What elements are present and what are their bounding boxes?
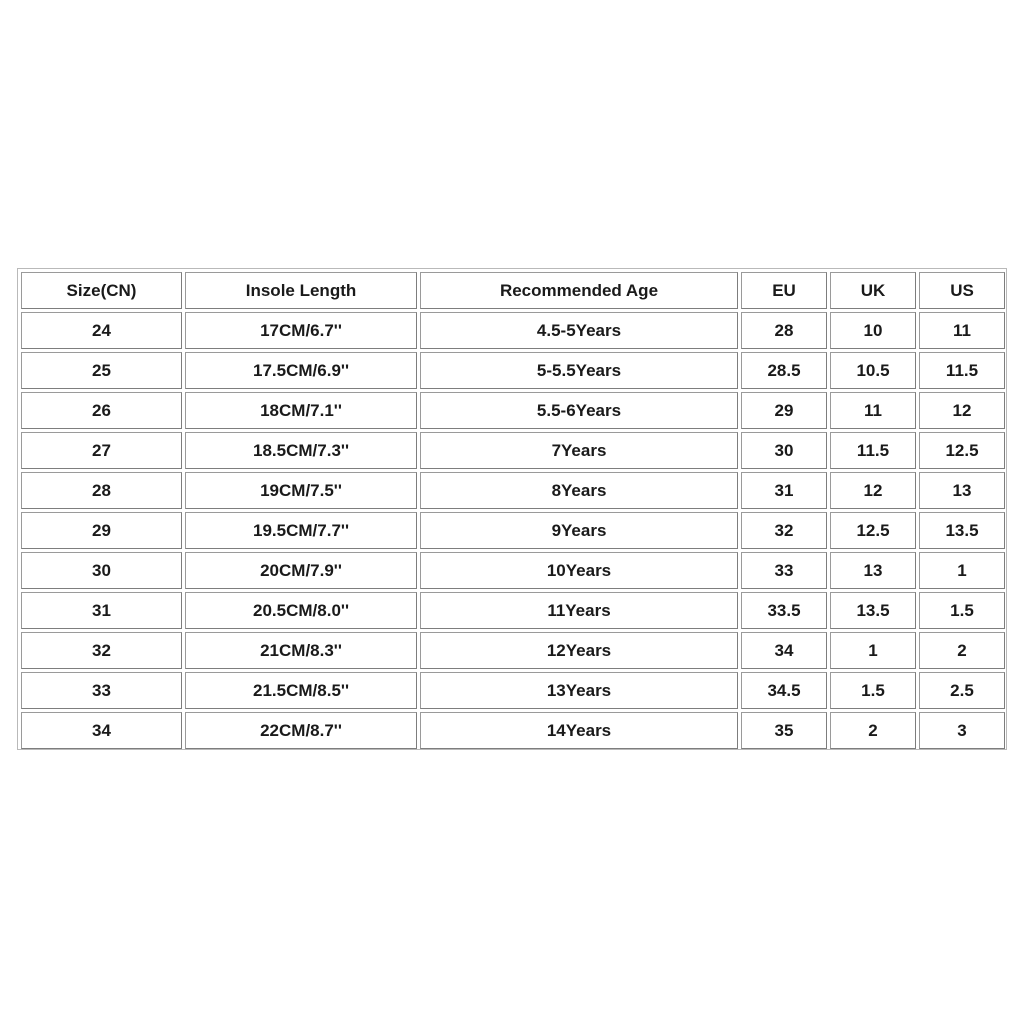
table-row <box>21 672 1005 709</box>
cell-us: 11.5 <box>919 352 1005 389</box>
cell-us: 13 <box>919 472 1005 509</box>
cell-size-cn: 26 <box>21 392 182 429</box>
cell-eu: 32 <box>741 512 827 549</box>
size-chart-table <box>18 269 1008 752</box>
cell-size-cn: 30 <box>21 552 182 589</box>
cell-size-cn: 24 <box>21 312 182 349</box>
cell-size-cn: 28 <box>21 472 182 509</box>
cell-us: 11 <box>919 312 1005 349</box>
size-chart-table-frame <box>17 268 1007 750</box>
cell-eu: 29 <box>741 392 827 429</box>
cell-recommended-age: 5-5.5Years <box>420 352 738 389</box>
table-body <box>21 312 1005 749</box>
cell-size-cn: 34 <box>21 712 182 749</box>
cell-us: 13.5 <box>919 512 1005 549</box>
cell-uk: 13 <box>830 552 916 589</box>
cell-eu: 34 <box>741 632 827 669</box>
column-header-recommended-age: Recommended Age <box>420 272 738 309</box>
cell-insole-length: 18CM/7.1'' <box>185 392 417 429</box>
cell-eu: 28.5 <box>741 352 827 389</box>
cell-recommended-age: 9Years <box>420 512 738 549</box>
cell-recommended-age: 8Years <box>420 472 738 509</box>
cell-uk: 12 <box>830 472 916 509</box>
cell-uk: 10 <box>830 312 916 349</box>
cell-recommended-age: 13Years <box>420 672 738 709</box>
cell-uk: 13.5 <box>830 592 916 629</box>
table-row <box>21 632 1005 669</box>
cell-uk: 11 <box>830 392 916 429</box>
cell-eu: 35 <box>741 712 827 749</box>
column-header-insole-length: Insole Length <box>185 272 417 309</box>
cell-uk: 1.5 <box>830 672 916 709</box>
cell-eu: 33.5 <box>741 592 827 629</box>
cell-size-cn: 33 <box>21 672 182 709</box>
cell-us: 3 <box>919 712 1005 749</box>
cell-insole-length: 19CM/7.5'' <box>185 472 417 509</box>
cell-us: 12.5 <box>919 432 1005 469</box>
cell-insole-length: 20.5CM/8.0'' <box>185 592 417 629</box>
cell-recommended-age: 5.5-6Years <box>420 392 738 429</box>
cell-eu: 33 <box>741 552 827 589</box>
column-header-uk: UK <box>830 272 916 309</box>
cell-insole-length: 20CM/7.9'' <box>185 552 417 589</box>
table-row <box>21 712 1005 749</box>
column-header-eu: EU <box>741 272 827 309</box>
cell-insole-length: 21CM/8.3'' <box>185 632 417 669</box>
cell-uk: 12.5 <box>830 512 916 549</box>
table-row <box>21 552 1005 589</box>
table-header-row <box>21 272 1005 309</box>
cell-size-cn: 25 <box>21 352 182 389</box>
cell-insole-length: 22CM/8.7'' <box>185 712 417 749</box>
cell-recommended-age: 14Years <box>420 712 738 749</box>
cell-recommended-age: 12Years <box>420 632 738 669</box>
cell-uk: 1 <box>830 632 916 669</box>
cell-size-cn: 27 <box>21 432 182 469</box>
cell-eu: 31 <box>741 472 827 509</box>
column-header-us: US <box>919 272 1005 309</box>
cell-size-cn: 31 <box>21 592 182 629</box>
cell-insole-length: 17.5CM/6.9'' <box>185 352 417 389</box>
cell-eu: 28 <box>741 312 827 349</box>
cell-uk: 11.5 <box>830 432 916 469</box>
cell-insole-length: 21.5CM/8.5'' <box>185 672 417 709</box>
cell-insole-length: 17CM/6.7'' <box>185 312 417 349</box>
cell-size-cn: 29 <box>21 512 182 549</box>
cell-uk: 2 <box>830 712 916 749</box>
cell-us: 1 <box>919 552 1005 589</box>
cell-us: 2.5 <box>919 672 1005 709</box>
cell-us: 2 <box>919 632 1005 669</box>
cell-recommended-age: 11Years <box>420 592 738 629</box>
table-row <box>21 352 1005 389</box>
cell-uk: 10.5 <box>830 352 916 389</box>
table-row <box>21 592 1005 629</box>
cell-insole-length: 18.5CM/7.3'' <box>185 432 417 469</box>
table-row <box>21 392 1005 429</box>
table-row <box>21 512 1005 549</box>
table-row <box>21 472 1005 509</box>
cell-recommended-age: 7Years <box>420 432 738 469</box>
table-row <box>21 312 1005 349</box>
cell-insole-length: 19.5CM/7.7'' <box>185 512 417 549</box>
cell-us: 1.5 <box>919 592 1005 629</box>
cell-us: 12 <box>919 392 1005 429</box>
cell-eu: 34.5 <box>741 672 827 709</box>
cell-recommended-age: 10Years <box>420 552 738 589</box>
column-header-size-cn: Size(CN) <box>21 272 182 309</box>
table-row <box>21 432 1005 469</box>
cell-recommended-age: 4.5-5Years <box>420 312 738 349</box>
cell-eu: 30 <box>741 432 827 469</box>
cell-size-cn: 32 <box>21 632 182 669</box>
